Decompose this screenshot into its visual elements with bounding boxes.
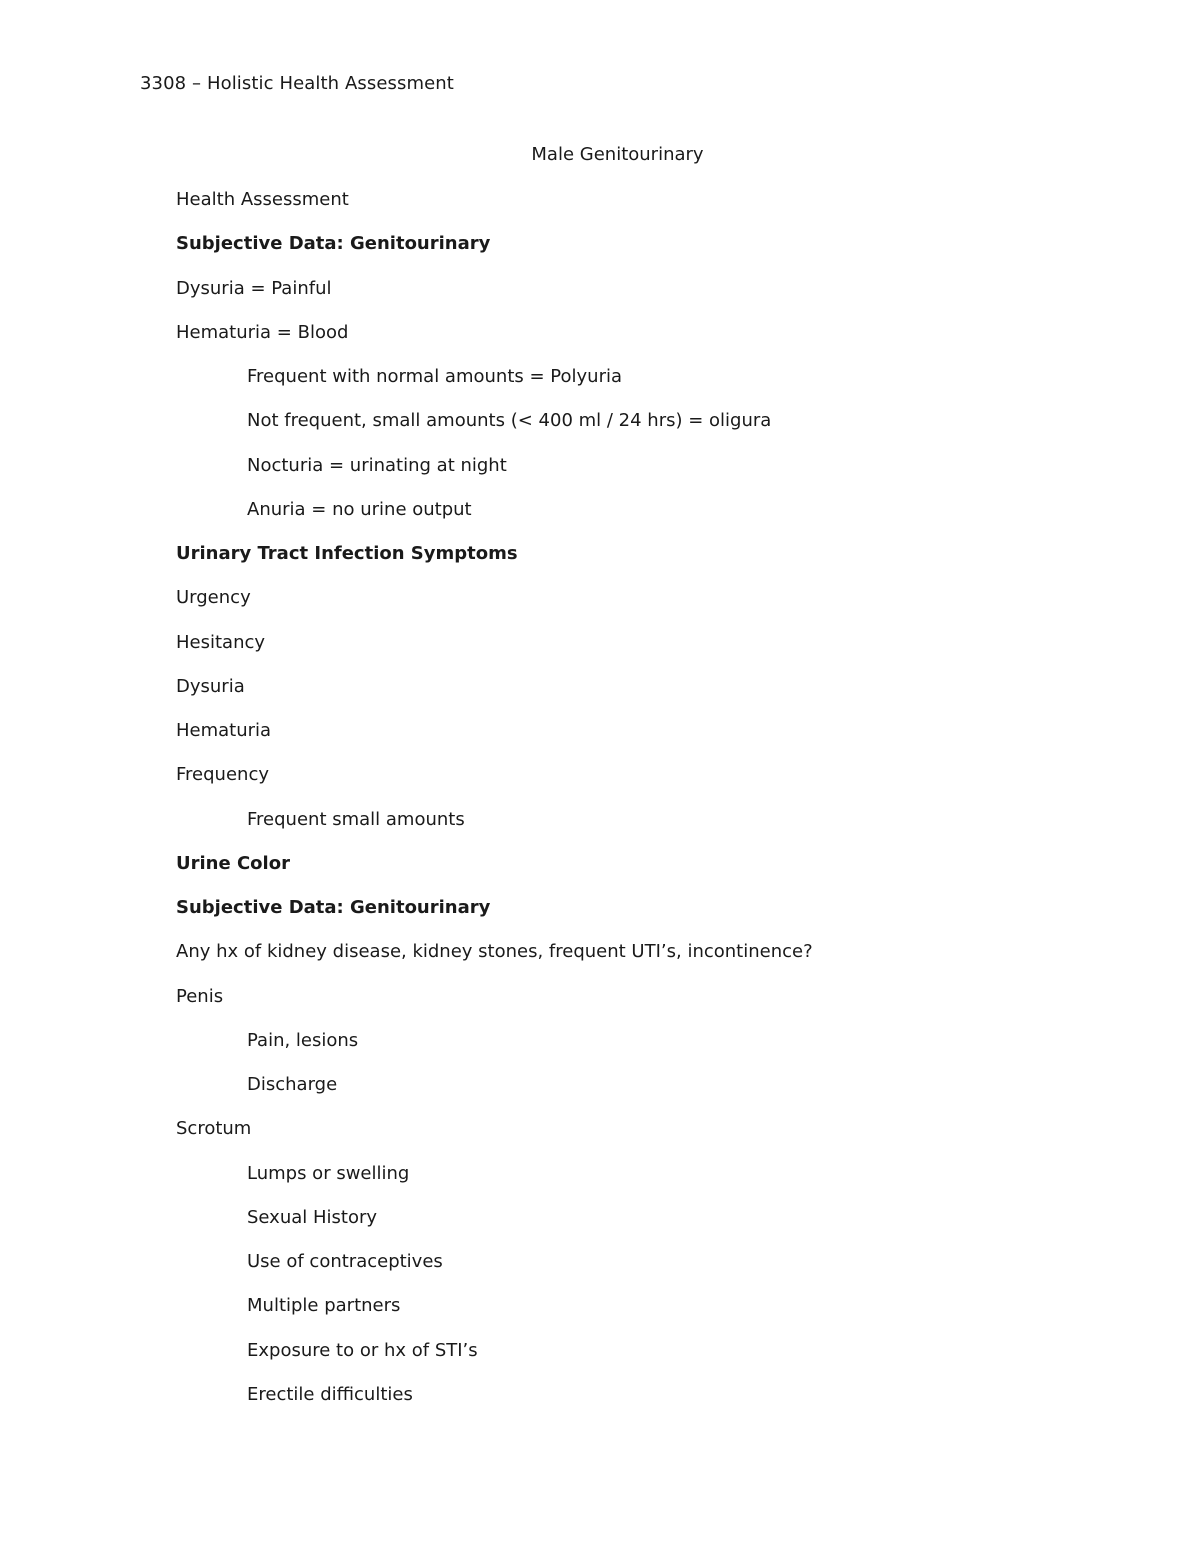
- course-header: 3308 – Holistic Health Assessment: [140, 73, 454, 94]
- list-item: Any hx of kidney disease, kidney stones, frequent UTI’s, incontinence?: [176, 941, 813, 962]
- list-item: Urgency: [176, 587, 251, 608]
- list-item: Frequency: [176, 764, 269, 785]
- list-item: Hematuria: [176, 720, 272, 741]
- list-item: Dysuria = Painful: [176, 278, 332, 299]
- sub-item: Sexual History: [247, 1207, 378, 1228]
- list-item: Hematuria = Blood: [176, 322, 349, 343]
- document-title: Male Genitourinary: [531, 144, 704, 165]
- section-heading: Subjective Data: Genitourinary: [176, 233, 491, 254]
- sub-item: Pain, lesions: [247, 1030, 359, 1051]
- sub-item: Exposure to or hx of STI’s: [247, 1340, 478, 1361]
- sub-item: Frequent with normal amounts = Polyuria: [247, 366, 622, 387]
- sub-item: Nocturia = urinating at night: [247, 455, 507, 476]
- sub-item: Multiple partners: [247, 1295, 401, 1316]
- sub-item: Lumps or swelling: [247, 1163, 410, 1184]
- sub-item: Use of contraceptives: [247, 1251, 443, 1272]
- sub-item: Not frequent, small amounts (< 400 ml / 24 hrs) = oligura: [247, 410, 772, 431]
- sub-item: Erectile difficulties: [247, 1384, 413, 1405]
- list-item: Scrotum: [176, 1118, 252, 1139]
- list-item: Hesitancy: [176, 632, 266, 653]
- list-item: Health Assessment: [176, 189, 349, 210]
- section-heading: Urine Color: [176, 853, 290, 874]
- section-heading: Subjective Data: Genitourinary: [176, 897, 491, 918]
- sub-item: Discharge: [247, 1074, 338, 1095]
- list-item: Penis: [176, 986, 224, 1007]
- sub-item: Frequent small amounts: [247, 809, 465, 830]
- list-item: Dysuria: [176, 676, 245, 697]
- sub-item: Anuria = no urine output: [247, 499, 472, 520]
- section-heading: Urinary Tract Infection Symptoms: [176, 543, 518, 564]
